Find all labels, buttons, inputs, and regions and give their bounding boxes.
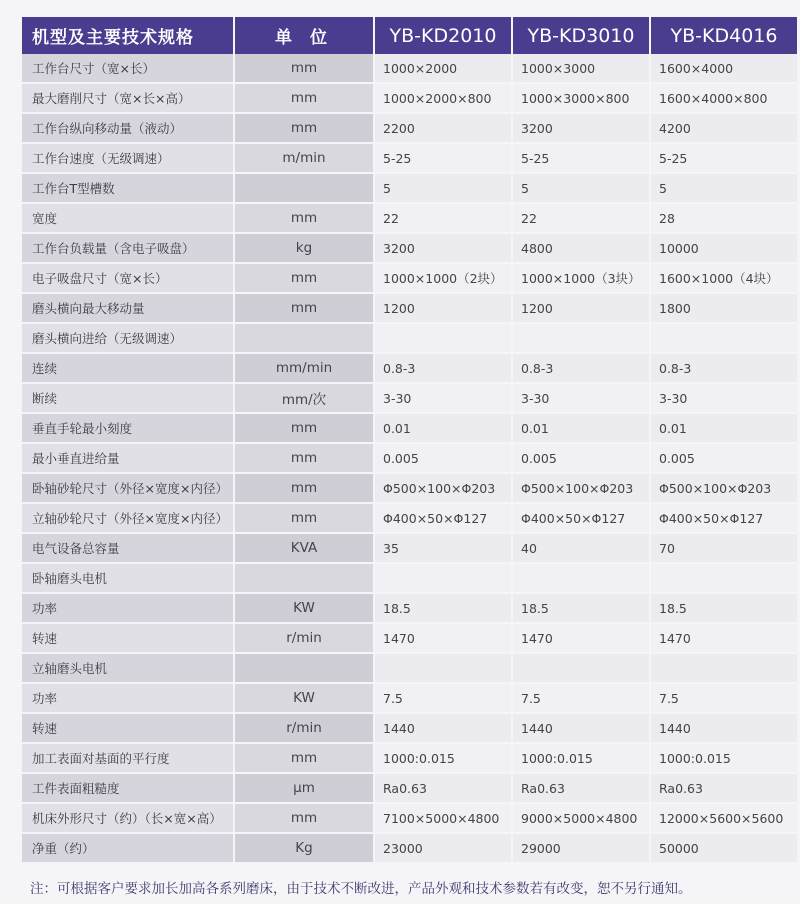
spec-unit-cell: kg	[235, 234, 375, 264]
spec-unit-cell: mm/次	[235, 384, 375, 414]
spec-value-cell-model-3: 0.8-3	[651, 354, 799, 384]
spec-unit-cell: μm	[235, 774, 375, 804]
spec-value-cell-model-3: 1800	[651, 294, 799, 324]
spec-value-cell-model-2: 1000:0.015	[513, 744, 651, 774]
table-row	[22, 624, 799, 654]
spec-value-cell-model-3: 4200	[651, 114, 799, 144]
spec-value-cell-model-1: 18.5	[375, 594, 513, 624]
spec-value-cell-model-3: 1000:0.015	[651, 744, 799, 774]
header-model-2: YB-KD3010	[513, 17, 651, 54]
spec-name-cell: 机床外形尺寸（约）（长×宽×高）	[22, 804, 235, 834]
spec-name-cell: 立轴砂轮尺寸（外径×宽度×内径）	[22, 504, 235, 534]
table-row	[22, 834, 799, 864]
spec-value-cell-model-3: 18.5	[651, 594, 799, 624]
spec-value-cell-model-1: 2200	[375, 114, 513, 144]
spec-value-cell-model-3	[651, 324, 799, 354]
spec-value-cell-model-3: 1600×4000×800	[651, 84, 799, 114]
table-row	[22, 264, 799, 294]
spec-value-cell-model-1: 1000×2000×800	[375, 84, 513, 114]
spec-name-cell: 转速	[22, 714, 235, 744]
header-model-1: YB-KD2010	[375, 17, 513, 54]
spec-name-cell: 工作台T型槽数	[22, 174, 235, 204]
spec-name-cell: 最小垂直进给量	[22, 444, 235, 474]
spec-value-cell-model-2: 1000×1000（3块）	[513, 264, 651, 294]
spec-value-cell-model-3: 0.01	[651, 414, 799, 444]
spec-value-cell-model-1: 7.5	[375, 684, 513, 714]
spec-name-cell: 转速	[22, 624, 235, 654]
spec-unit-cell: r/min	[235, 624, 375, 654]
header-model-3: YB-KD4016	[651, 17, 799, 54]
spec-value-cell-model-1: 3-30	[375, 384, 513, 414]
spec-value-cell-model-2: 40	[513, 534, 651, 564]
table-row	[22, 354, 799, 384]
spec-value-cell-model-1: Φ400×50×Φ127	[375, 504, 513, 534]
spec-unit-cell: mm	[235, 444, 375, 474]
spec-value-cell-model-3: 70	[651, 534, 799, 564]
spec-value-cell-model-2: 29000	[513, 834, 651, 864]
spec-name-cell: 净重（约）	[22, 834, 235, 864]
spec-value-cell-model-1: 1000:0.015	[375, 744, 513, 774]
table-row	[22, 654, 799, 684]
spec-value-cell-model-1: 1200	[375, 294, 513, 324]
spec-value-cell-model-2: 3-30	[513, 384, 651, 414]
spec-name-cell: 卧轴磨头电机	[22, 564, 235, 594]
spec-unit-cell: KW	[235, 684, 375, 714]
spec-value-cell-model-2: 1000×3000	[513, 54, 651, 84]
spec-unit-cell: mm	[235, 114, 375, 144]
spec-value-cell-model-3: 10000	[651, 234, 799, 264]
table-row	[22, 774, 799, 804]
spec-value-cell-model-2: 1000×3000×800	[513, 84, 651, 114]
spec-name-cell: 磨头横向最大移动量	[22, 294, 235, 324]
spec-name-cell: 电子吸盘尺寸（宽×长）	[22, 264, 235, 294]
spec-table-header	[22, 17, 799, 54]
spec-unit-cell: mm/min	[235, 354, 375, 384]
spec-value-cell-model-3: 50000	[651, 834, 799, 864]
spec-value-cell-model-1: 0.01	[375, 414, 513, 444]
spec-unit-cell: mm	[235, 744, 375, 774]
spec-name-cell: 卧轴砂轮尺寸（外径×宽度×内径）	[22, 474, 235, 504]
table-row	[22, 714, 799, 744]
spec-name-cell: 工作台负载量（含电子吸盘）	[22, 234, 235, 264]
spec-value-cell-model-3: 5-25	[651, 144, 799, 174]
table-row	[22, 444, 799, 474]
table-row	[22, 534, 799, 564]
spec-name-cell: 立轴磨头电机	[22, 654, 235, 684]
spec-name-cell: 最大磨削尺寸（宽×长×高）	[22, 84, 235, 114]
table-row	[22, 504, 799, 534]
spec-name-cell: 加工表面对基面的平行度	[22, 744, 235, 774]
spec-value-cell-model-1: 35	[375, 534, 513, 564]
table-row	[22, 744, 799, 774]
spec-name-cell: 断续	[22, 384, 235, 414]
spec-value-cell-model-3: 1440	[651, 714, 799, 744]
spec-value-cell-model-2: 7.5	[513, 684, 651, 714]
spec-value-cell-model-2: Ra0.63	[513, 774, 651, 804]
table-row	[22, 474, 799, 504]
table-row	[22, 204, 799, 234]
table-row	[22, 414, 799, 444]
spec-unit-cell	[235, 174, 375, 204]
spec-name-cell: 连续	[22, 354, 235, 384]
spec-unit-cell: KW	[235, 594, 375, 624]
header-row	[22, 17, 799, 54]
spec-value-cell-model-3: 5	[651, 174, 799, 204]
spec-value-cell-model-1: 1000×2000	[375, 54, 513, 84]
spec-value-cell-model-2: 9000×5000×4800	[513, 804, 651, 834]
spec-name-cell: 工作台纵向移动量（液动）	[22, 114, 235, 144]
spec-value-cell-model-2: 1470	[513, 624, 651, 654]
spec-value-cell-model-1	[375, 654, 513, 684]
spec-value-cell-model-2: 18.5	[513, 594, 651, 624]
table-row	[22, 684, 799, 714]
spec-value-cell-model-3: 3-30	[651, 384, 799, 414]
table-row	[22, 324, 799, 354]
spec-value-cell-model-3: 28	[651, 204, 799, 234]
spec-value-cell-model-2: 5	[513, 174, 651, 204]
spec-value-cell-model-2: 5-25	[513, 144, 651, 174]
spec-value-cell-model-1: 23000	[375, 834, 513, 864]
table-row	[22, 234, 799, 264]
spec-value-cell-model-3: 1600×4000	[651, 54, 799, 84]
spec-value-cell-model-1: 0.8-3	[375, 354, 513, 384]
spec-value-cell-model-3: 12000×5600×5600	[651, 804, 799, 834]
spec-table	[22, 17, 799, 864]
spec-value-cell-model-1: 0.005	[375, 444, 513, 474]
spec-unit-cell: mm	[235, 504, 375, 534]
spec-name-cell: 工作台速度（无级调速）	[22, 144, 235, 174]
spec-value-cell-model-3: Φ500×100×Φ203	[651, 474, 799, 504]
table-row	[22, 84, 799, 114]
table-row	[22, 804, 799, 834]
spec-value-cell-model-3: 0.005	[651, 444, 799, 474]
spec-unit-cell: mm	[235, 84, 375, 114]
table-row	[22, 384, 799, 414]
spec-value-cell-model-1	[375, 324, 513, 354]
spec-value-cell-model-2	[513, 564, 651, 594]
spec-name-cell: 磨头横向进给（无级调速）	[22, 324, 235, 354]
spec-name-cell: 功率	[22, 684, 235, 714]
spec-value-cell-model-1: 1440	[375, 714, 513, 744]
spec-unit-cell: mm	[235, 804, 375, 834]
spec-value-cell-model-2: 0.8-3	[513, 354, 651, 384]
spec-table-body	[22, 54, 799, 864]
table-row	[22, 564, 799, 594]
spec-value-cell-model-2: Φ400×50×Φ127	[513, 504, 651, 534]
footnote: 注：可根据客户要求加长加高各系列磨床，由于技术不断改进，产品外观和技术参数若有改变，恕不另行通知。	[30, 881, 692, 897]
spec-value-cell-model-3: 7.5	[651, 684, 799, 714]
spec-value-cell-model-2: 1440	[513, 714, 651, 744]
table-row	[22, 114, 799, 144]
spec-value-cell-model-3	[651, 564, 799, 594]
spec-value-cell-model-1: 5	[375, 174, 513, 204]
table-row	[22, 144, 799, 174]
spec-value-cell-model-3: 1600×1000（4块）	[651, 264, 799, 294]
spec-value-cell-model-2	[513, 324, 651, 354]
spec-value-cell-model-3	[651, 654, 799, 684]
spec-value-cell-model-2: 22	[513, 204, 651, 234]
spec-value-cell-model-1: Φ500×100×Φ203	[375, 474, 513, 504]
spec-name-cell: 功率	[22, 594, 235, 624]
spec-unit-cell: mm	[235, 294, 375, 324]
spec-name-cell: 电气设备总容量	[22, 534, 235, 564]
spec-unit-cell: Kg	[235, 834, 375, 864]
spec-unit-cell: mm	[235, 204, 375, 234]
spec-value-cell-model-1: 5-25	[375, 144, 513, 174]
spec-name-cell: 工件表面粗糙度	[22, 774, 235, 804]
spec-value-cell-model-1: 1470	[375, 624, 513, 654]
spec-value-cell-model-3: Ra0.63	[651, 774, 799, 804]
spec-value-cell-model-2: 4800	[513, 234, 651, 264]
table-row	[22, 54, 799, 84]
spec-unit-cell: KVA	[235, 534, 375, 564]
table-row	[22, 174, 799, 204]
spec-unit-cell	[235, 654, 375, 684]
spec-unit-cell: m/min	[235, 144, 375, 174]
spec-unit-cell: mm	[235, 54, 375, 84]
spec-value-cell-model-2: 3200	[513, 114, 651, 144]
spec-value-cell-model-3: 1470	[651, 624, 799, 654]
spec-value-cell-model-2	[513, 654, 651, 684]
spec-unit-cell: mm	[235, 474, 375, 504]
spec-value-cell-model-1: 3200	[375, 234, 513, 264]
spec-value-cell-model-2: 0.005	[513, 444, 651, 474]
spec-value-cell-model-1	[375, 564, 513, 594]
table-row	[22, 594, 799, 624]
spec-unit-cell	[235, 324, 375, 354]
spec-value-cell-model-2: Φ500×100×Φ203	[513, 474, 651, 504]
spec-value-cell-model-2: 1200	[513, 294, 651, 324]
table-row	[22, 294, 799, 324]
spec-value-cell-model-1: 1000×1000（2块）	[375, 264, 513, 294]
spec-value-cell-model-1: Ra0.63	[375, 774, 513, 804]
spec-value-cell-model-1: 7100×5000×4800	[375, 804, 513, 834]
spec-unit-cell: r/min	[235, 714, 375, 744]
spec-value-cell-model-1: 22	[375, 204, 513, 234]
spec-name-cell: 垂直手轮最小刻度	[22, 414, 235, 444]
header-unit: 单 位	[235, 17, 375, 54]
spec-unit-cell: mm	[235, 414, 375, 444]
spec-value-cell-model-2: 0.01	[513, 414, 651, 444]
spec-name-cell: 宽度	[22, 204, 235, 234]
header-spec-name: 机型及主要技术规格	[22, 17, 235, 54]
spec-unit-cell: mm	[235, 264, 375, 294]
spec-unit-cell	[235, 564, 375, 594]
spec-value-cell-model-3: Φ400×50×Φ127	[651, 504, 799, 534]
spec-name-cell: 工作台尺寸（宽×长）	[22, 54, 235, 84]
